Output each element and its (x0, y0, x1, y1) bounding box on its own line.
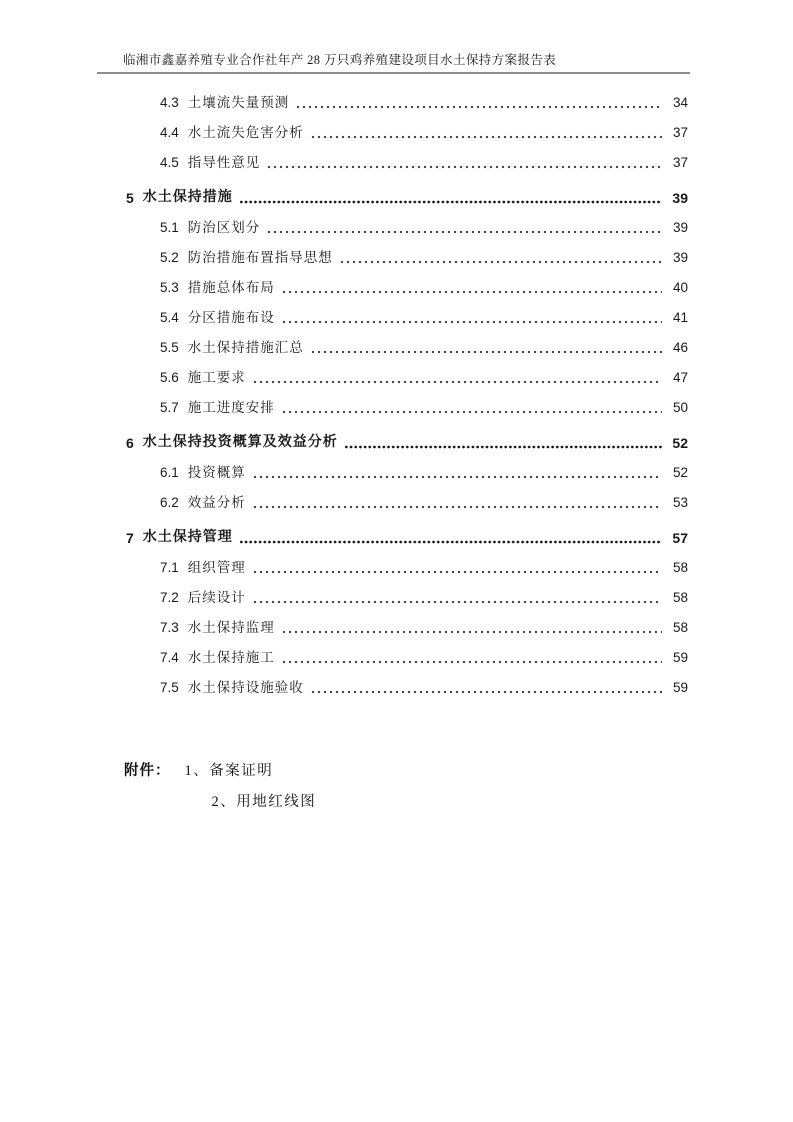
dot-leader-decoration (281, 660, 662, 664)
page-header-title: 临湘市鑫嘉养殖专业合作社年产 28 万只鸡养殖建设项目水土保持方案报告表 (123, 53, 557, 67)
toc-entry-page-number: 39 (672, 250, 688, 265)
toc-entry (97, 521, 688, 551)
toc-entry-title: 水土保持设施验收 (187, 680, 304, 695)
toc-entry (97, 391, 688, 421)
toc-entry (97, 551, 688, 581)
toc-entry (97, 581, 688, 611)
toc-entry-number: 5.1 (160, 220, 179, 235)
toc-entry-title: 水土保持措施汇总 (187, 340, 304, 355)
toc-entry-page-number: 59 (672, 680, 688, 695)
toc-entry (97, 486, 688, 516)
attachment-item: 1、备案证明 (184, 763, 274, 779)
dot-leader-decoration (295, 105, 662, 109)
toc-entry-number: 4.3 (160, 95, 179, 110)
toc-entry (97, 211, 688, 241)
toc-entry-title: 施工进度安排 (187, 400, 275, 415)
toc-entry-page-number: 37 (672, 155, 688, 170)
toc-entry (97, 641, 688, 671)
dot-leader-decoration (281, 410, 662, 414)
toc-entry-title: 措施总体布局 (187, 280, 275, 295)
toc-entry-page-number: 46 (672, 340, 688, 355)
toc-entry-page-number: 37 (672, 125, 688, 140)
toc-entry-title: 水土保持管理 (142, 530, 233, 545)
toc-entry-page-number: 58 (672, 590, 688, 605)
toc-entry-title: 水土保持监理 (187, 620, 275, 635)
dot-leader-decoration (344, 445, 662, 449)
toc-entry (97, 671, 688, 701)
toc-entry-number: 7.1 (160, 560, 179, 575)
dot-leader-decoration (310, 690, 662, 694)
toc-entry (97, 331, 688, 361)
toc-entry-title: 水土流失危害分析 (187, 125, 304, 140)
toc-entry-page-number: 34 (672, 95, 688, 110)
dot-leader-decoration (252, 600, 662, 604)
dot-leader-decoration (252, 475, 662, 479)
toc-entry-number: 5.6 (160, 370, 179, 385)
dot-leader-decoration (252, 380, 662, 384)
toc-entry-page-number: 41 (672, 310, 688, 325)
attachments-list (185, 760, 317, 822)
toc-entry-page-number: 50 (672, 400, 688, 415)
dot-leader-decoration (266, 165, 662, 169)
toc-entry-number: 5.2 (160, 250, 179, 265)
toc-entry-page-number: 52 (672, 435, 688, 451)
dot-leader-decoration (339, 260, 662, 264)
attachment-item: 2、用地红线图 (211, 794, 317, 810)
attachments-label: 附件： (124, 763, 171, 779)
toc-entry-page-number: 59 (672, 650, 688, 665)
toc-entry-number: 4.5 (160, 155, 179, 170)
toc-entry-title: 水土保持施工 (187, 650, 275, 665)
toc-entry-title: 土壤流失量预测 (187, 95, 290, 110)
toc-entry-title: 效益分析 (187, 495, 246, 510)
page-header (97, 50, 690, 74)
toc-entry (97, 181, 688, 211)
toc-entry (97, 301, 688, 331)
toc-entry (97, 426, 688, 456)
toc-entry-number: 6.1 (160, 465, 179, 480)
toc-entry-title: 分区措施布设 (187, 310, 275, 325)
toc-entry-title: 后续设计 (187, 590, 246, 605)
toc-entry-title: 施工要求 (187, 370, 246, 385)
toc-entry-number: 7.3 (160, 620, 179, 635)
toc-entry (97, 146, 688, 176)
dot-leader-decoration (252, 570, 662, 574)
table-of-contents (97, 86, 688, 701)
toc-entry (97, 241, 688, 271)
toc-entry-number: 7.4 (160, 650, 179, 665)
toc-entry-page-number: 58 (672, 620, 688, 635)
dot-leader-decoration (266, 230, 662, 234)
dot-leader-decoration (239, 200, 662, 204)
dot-leader-decoration (281, 320, 662, 324)
toc-entry-number: 5 (126, 190, 134, 206)
toc-entry-number: 7.5 (160, 680, 179, 695)
toc-entry-page-number: 53 (672, 495, 688, 510)
toc-entry-number: 5.4 (160, 310, 179, 325)
toc-entry-number: 4.4 (160, 125, 179, 140)
toc-entry-number: 7 (126, 530, 134, 546)
toc-entry (97, 611, 688, 641)
dot-leader-decoration (239, 540, 662, 544)
toc-entry (97, 456, 688, 486)
toc-entry-title: 组织管理 (187, 560, 246, 575)
toc-entry-page-number: 40 (672, 280, 688, 295)
dot-leader-decoration (310, 135, 662, 139)
toc-entry-page-number: 39 (672, 190, 688, 206)
toc-entry-page-number: 47 (672, 370, 688, 385)
toc-entry-page-number: 39 (672, 220, 688, 235)
toc-entry-page-number: 58 (672, 560, 688, 575)
toc-entry-title: 水土保持投资概算及效益分析 (142, 435, 338, 450)
toc-entry-title: 防治区划分 (187, 220, 261, 235)
toc-entry-number: 5.5 (160, 340, 179, 355)
dot-leader-decoration (252, 505, 662, 509)
toc-entry-number: 6 (126, 435, 134, 451)
toc-entry (97, 271, 688, 301)
toc-entry (97, 86, 688, 116)
toc-entry (97, 116, 688, 146)
toc-entry-title: 投资概算 (187, 465, 246, 480)
toc-entry-number: 6.2 (160, 495, 179, 510)
dot-leader-decoration (281, 290, 662, 294)
toc-entry-title: 指导性意见 (187, 155, 261, 170)
toc-entry-number: 7.2 (160, 590, 179, 605)
dot-leader-decoration (310, 350, 662, 354)
toc-entry-title: 防治措施布置指导思想 (187, 250, 333, 265)
toc-entry (97, 361, 688, 391)
toc-entry-page-number: 57 (672, 530, 688, 546)
toc-entry-title: 水土保持措施 (142, 190, 233, 205)
dot-leader-decoration (281, 630, 662, 634)
toc-entry-number: 5.3 (160, 280, 179, 295)
toc-entry-number: 5.7 (160, 400, 179, 415)
toc-entry-page-number: 52 (672, 465, 688, 480)
attachments-section (124, 760, 316, 822)
